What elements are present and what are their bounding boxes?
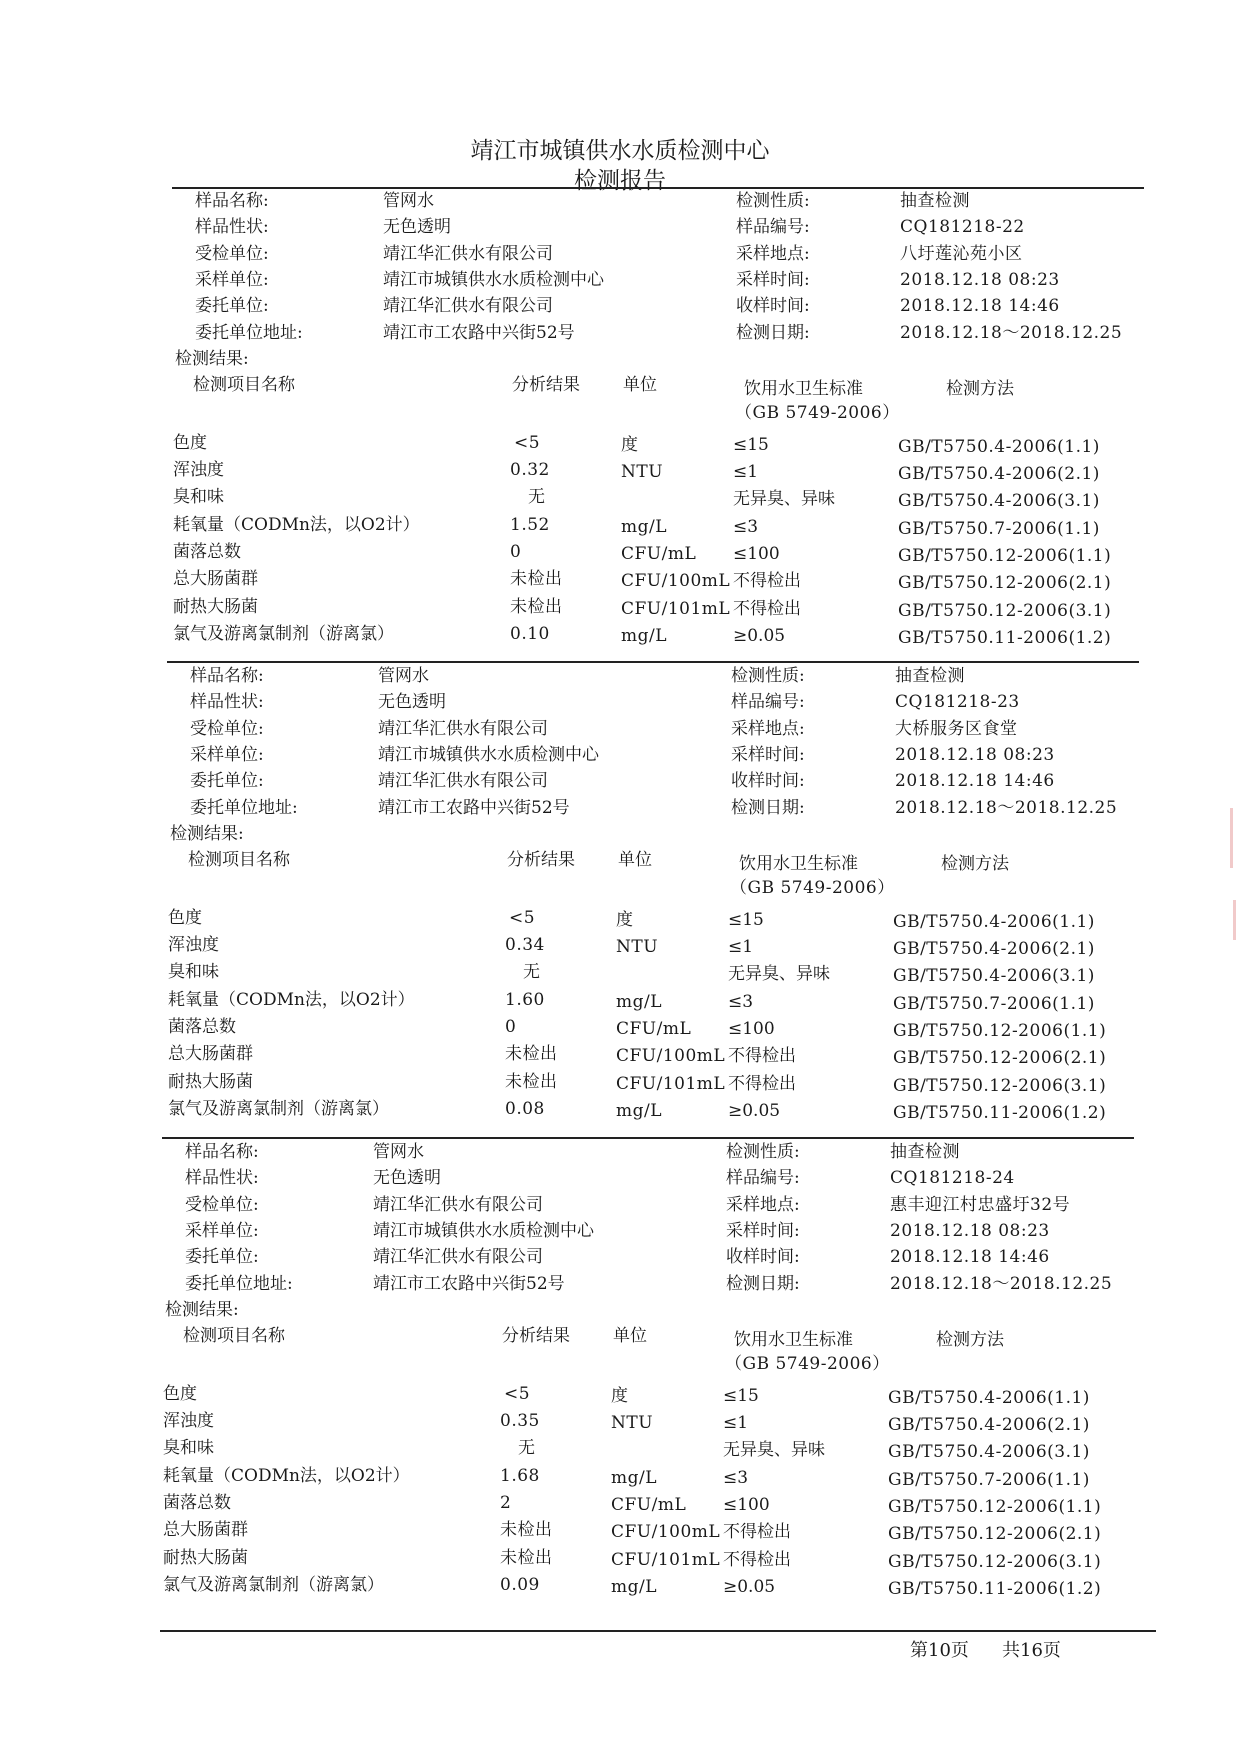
- field-label-sample-no: 样品编号:: [726, 1168, 800, 1189]
- cell-method: GB/T5750.4-2006(2.1): [888, 1415, 1090, 1436]
- field-label-test-nature: 检测性质:: [726, 1142, 800, 1162]
- cell-unit: mg/L: [611, 1467, 658, 1488]
- field-value-test-date: 2018.12.18～2018.12.25: [900, 322, 1123, 343]
- cell-method: GB/T5750.4-2006(3.1): [898, 491, 1100, 512]
- sample-section: [0, 1141, 1240, 1611]
- cell-item: 臭和味: [168, 962, 219, 983]
- table-row: [0, 459, 1240, 486]
- table-row: [0, 1098, 1240, 1125]
- cell-standard: 不得检出: [728, 1046, 796, 1067]
- field-label-test-nature: 检测性质:: [731, 666, 805, 686]
- field-value-sample-property: 无色透明: [373, 1168, 441, 1189]
- margin-stain: [1230, 808, 1233, 868]
- cell-unit: CFU/100mL: [611, 1522, 721, 1543]
- field-label-sampling-place: 采样地点:: [736, 243, 810, 264]
- field-label-test-date: 检测日期:: [731, 797, 805, 818]
- cell-result: 无: [528, 487, 546, 508]
- cell-method: GB/T5750.11-2006(1.2): [893, 1102, 1107, 1123]
- col-header-unit: 单位: [613, 1325, 647, 1346]
- field-label-sampling-place: 采样地点:: [731, 718, 805, 739]
- field-label-sample-name: 样品名称:: [185, 1142, 259, 1162]
- cell-unit: CFU/mL: [621, 544, 697, 564]
- table-row: [0, 1437, 1240, 1464]
- col-header-method: 检测方法: [936, 1329, 1004, 1350]
- cell-item: 色度: [173, 432, 207, 453]
- margin-stain: [1233, 900, 1236, 940]
- cell-item: 臭和味: [173, 487, 224, 508]
- cell-standard: ≤3: [733, 516, 759, 537]
- cell-unit: 度: [621, 434, 639, 455]
- field-label-sample-property: 样品性状:: [190, 692, 264, 713]
- cell-standard: ≥0.05: [733, 625, 786, 646]
- field-value-inspected-unit: 靖江华汇供水有限公司: [383, 243, 553, 264]
- cell-standard: ≤3: [723, 1467, 749, 1488]
- cell-method: GB/T5750.12-2006(1.1): [888, 1497, 1102, 1517]
- cell-method: GB/T5750.12-2006(3.1): [898, 600, 1112, 621]
- field-value-inspected-unit: 靖江华汇供水有限公司: [373, 1194, 543, 1215]
- sample-section: [0, 190, 1240, 660]
- field-label-inspected-unit: 受检单位:: [190, 718, 264, 739]
- field-value-entrust-address: 靖江市工农路中兴街52号: [383, 322, 575, 343]
- cell-result: <5: [514, 432, 541, 453]
- cell-method: GB/T5750.4-2006(3.1): [893, 966, 1095, 987]
- field-value-entrust-unit: 靖江华汇供水有限公司: [378, 771, 548, 792]
- table-row: [0, 1574, 1240, 1601]
- col-header-standard-code: （GB 5749-2006）: [730, 877, 895, 898]
- cell-method: GB/T5750.12-2006(1.1): [893, 1021, 1107, 1041]
- cell-method: GB/T5750.7-2006(1.1): [898, 518, 1100, 539]
- field-label-receive-time: 收样时间:: [731, 771, 805, 792]
- field-label-receive-time: 收样时间:: [736, 296, 810, 317]
- cell-item: 总大肠菌群: [173, 569, 258, 590]
- section-top-rule: [167, 661, 1139, 663]
- table-row: [0, 596, 1240, 623]
- col-header-unit: 单位: [618, 849, 652, 870]
- cell-item: 色度: [163, 1383, 197, 1404]
- col-header-unit: 单位: [623, 374, 657, 395]
- cell-standard: ≤100: [728, 1019, 775, 1039]
- results-label: 检测结果:: [170, 823, 244, 844]
- cell-item: 菌落总数: [168, 1017, 236, 1037]
- field-value-sampling-time: 2018.12.18 08:23: [900, 269, 1060, 290]
- field-label-sampling-unit: 采样单位:: [185, 1220, 259, 1241]
- cell-standard: 不得检出: [723, 1549, 791, 1570]
- cell-item: 耗氧量（CODMn法，以O2计）: [168, 989, 415, 1010]
- table-row: [0, 1410, 1240, 1437]
- field-value-entrust-address: 靖江市工农路中兴街52号: [378, 797, 570, 818]
- cell-standard: ≤15: [733, 434, 769, 455]
- col-header-item: 检测项目名称: [193, 374, 295, 395]
- cell-method: GB/T5750.7-2006(1.1): [888, 1469, 1090, 1490]
- table-row: [0, 989, 1240, 1016]
- cell-result: <5: [504, 1383, 531, 1404]
- field-label-sampling-time: 采样时间:: [731, 744, 805, 765]
- field-label-receive-time: 收样时间:: [726, 1247, 800, 1268]
- cell-item: 耗氧量（CODMn法，以O2计）: [163, 1465, 410, 1486]
- table-row: [0, 432, 1240, 459]
- cell-unit: NTU: [611, 1413, 654, 1434]
- cell-method: GB/T5750.12-2006(3.1): [888, 1551, 1102, 1572]
- cell-unit: CFU/101mL: [616, 1073, 726, 1094]
- col-header-standard: 饮用水卫生标准: [734, 1329, 853, 1350]
- col-header-method: 检测方法: [941, 853, 1009, 874]
- field-label-sample-property: 样品性状:: [185, 1168, 259, 1189]
- field-value-inspected-unit: 靖江华汇供水有限公司: [378, 718, 548, 739]
- cell-standard: 不得检出: [728, 1073, 796, 1094]
- cell-unit: mg/L: [616, 1100, 663, 1121]
- cell-result: 0.35: [500, 1411, 540, 1432]
- cell-method: GB/T5750.11-2006(1.2): [898, 627, 1112, 648]
- cell-item: 氯气及游离氯制剂（游离氯）: [173, 623, 394, 644]
- cell-method: GB/T5750.4-2006(1.1): [888, 1387, 1090, 1408]
- table-row: [0, 1383, 1240, 1410]
- cell-item: 浑浊度: [163, 1411, 214, 1432]
- field-value-sample-no: CQ181218-22: [900, 217, 1025, 238]
- field-value-sample-property: 无色透明: [378, 692, 446, 713]
- cell-method: GB/T5750.12-2006(3.1): [893, 1075, 1107, 1096]
- col-header-standard-code: （GB 5749-2006）: [725, 1353, 890, 1374]
- col-header-standard-code: （GB 5749-2006）: [735, 402, 900, 423]
- cell-unit: 度: [611, 1385, 629, 1406]
- cell-result: 1.60: [505, 989, 545, 1010]
- cell-method: GB/T5750.12-2006(2.1): [888, 1524, 1102, 1545]
- cell-result: 0.09: [500, 1574, 540, 1595]
- field-value-sample-no: CQ181218-23: [895, 692, 1020, 713]
- field-value-sampling-unit: 靖江市城镇供水水质检测中心: [373, 1220, 594, 1241]
- cell-method: GB/T5750.4-2006(1.1): [898, 436, 1100, 457]
- cell-unit: CFU/100mL: [616, 1046, 726, 1067]
- field-value-entrust-unit: 靖江华汇供水有限公司: [373, 1247, 543, 1268]
- cell-method: GB/T5750.4-2006(1.1): [893, 911, 1095, 932]
- cell-unit: NTU: [621, 462, 664, 483]
- table-row: [0, 1043, 1240, 1070]
- field-label-entrust-unit: 委托单位:: [195, 296, 269, 317]
- field-value-test-nature: 抽查检测: [900, 191, 970, 211]
- field-label-entrust-unit: 委托单位:: [190, 771, 264, 792]
- field-label-sampling-time: 采样时间:: [726, 1220, 800, 1241]
- cell-standard: ≤15: [723, 1385, 759, 1406]
- field-value-entrust-address: 靖江市工农路中兴街52号: [373, 1273, 565, 1294]
- table-row: [0, 1519, 1240, 1546]
- cell-item: 耐热大肠菌: [173, 596, 258, 617]
- field-value-sampling-time: 2018.12.18 08:23: [890, 1220, 1050, 1241]
- cell-item: 耗氧量（CODMn法，以O2计）: [173, 514, 420, 535]
- cell-standard: ≤1: [733, 462, 759, 483]
- col-header-item: 检测项目名称: [183, 1325, 285, 1346]
- footer-rule: [160, 1630, 1156, 1632]
- field-value-receive-time: 2018.12.18 14:46: [900, 296, 1060, 317]
- field-label-sampling-unit: 采样单位:: [190, 744, 264, 765]
- field-label-entrust-unit: 委托单位:: [185, 1247, 259, 1268]
- cell-item: 菌落总数: [163, 1493, 231, 1513]
- cell-result: 1.52: [510, 514, 550, 535]
- cell-item: 总大肠菌群: [168, 1044, 253, 1065]
- cell-method: GB/T5750.12-2006(2.1): [898, 573, 1112, 594]
- cell-method: GB/T5750.7-2006(1.1): [893, 993, 1095, 1014]
- col-header-method: 检测方法: [946, 378, 1014, 399]
- cell-standard: ≥0.05: [728, 1100, 781, 1121]
- cell-result: 未检出: [505, 1071, 558, 1092]
- cell-standard: ≤100: [723, 1495, 770, 1515]
- field-value-test-date: 2018.12.18～2018.12.25: [890, 1273, 1113, 1294]
- field-label-sampling-time: 采样时间:: [736, 269, 810, 290]
- cell-standard: ≥0.05: [723, 1576, 776, 1597]
- table-row: [0, 486, 1240, 513]
- cell-unit: 度: [616, 909, 634, 930]
- field-value-sample-property: 无色透明: [383, 217, 451, 238]
- cell-item: 菌落总数: [173, 542, 241, 562]
- field-label-sample-name: 样品名称:: [195, 191, 269, 211]
- cell-result: 0.34: [505, 935, 545, 956]
- field-value-test-date: 2018.12.18～2018.12.25: [895, 797, 1118, 818]
- cell-method: GB/T5750.4-2006(2.1): [898, 464, 1100, 485]
- field-value-entrust-unit: 靖江华汇供水有限公司: [383, 296, 553, 317]
- field-label-sampling-unit: 采样单位:: [195, 269, 269, 290]
- cell-item: 氯气及游离氯制剂（游离氯）: [168, 1098, 389, 1119]
- field-value-sampling-place: 惠丰迎江村忠盛圩32号: [890, 1194, 1071, 1215]
- section-top-rule: [172, 187, 1144, 189]
- cell-result: 0.10: [510, 623, 550, 644]
- cell-standard: ≤3: [728, 991, 754, 1012]
- table-row: [0, 1465, 1240, 1492]
- cell-unit: NTU: [616, 937, 659, 958]
- field-label-test-date: 检测日期:: [736, 322, 810, 343]
- table-row: [0, 1016, 1240, 1043]
- field-value-sample-name: 管网水: [378, 666, 429, 686]
- cell-unit: mg/L: [621, 625, 668, 646]
- cell-result: 0.32: [510, 460, 550, 481]
- field-value-sampling-time: 2018.12.18 08:23: [895, 744, 1055, 765]
- cell-item: 浑浊度: [173, 460, 224, 481]
- cell-standard: 不得检出: [733, 571, 801, 592]
- cell-item: 浑浊度: [168, 935, 219, 956]
- page-total: 共16页: [1002, 1640, 1061, 1661]
- field-value-sample-name: 管网水: [383, 191, 434, 211]
- field-value-receive-time: 2018.12.18 14:46: [890, 1247, 1050, 1268]
- results-label: 检测结果:: [175, 348, 249, 369]
- field-value-receive-time: 2018.12.18 14:46: [895, 771, 1055, 792]
- col-header-standard: 饮用水卫生标准: [739, 853, 858, 874]
- cell-standard: ≤100: [733, 544, 780, 564]
- field-value-sampling-unit: 靖江市城镇供水水质检测中心: [383, 269, 604, 290]
- cell-result: <5: [509, 907, 536, 928]
- field-label-sample-no: 样品编号:: [736, 217, 810, 238]
- field-label-sample-no: 样品编号:: [731, 692, 805, 713]
- field-label-sample-property: 样品性状:: [195, 217, 269, 238]
- cell-result: 未检出: [500, 1520, 553, 1541]
- field-label-sampling-place: 采样地点:: [726, 1194, 800, 1215]
- table-row: [0, 623, 1240, 650]
- cell-unit: CFU/101mL: [611, 1549, 721, 1570]
- table-row: [0, 907, 1240, 934]
- cell-standard: 无异臭、异味: [733, 489, 835, 510]
- cell-result: 2: [500, 1493, 512, 1513]
- table-row: [0, 541, 1240, 568]
- cell-unit: CFU/101mL: [621, 598, 731, 619]
- cell-method: GB/T5750.12-2006(1.1): [898, 546, 1112, 566]
- report-subtitle: 检测报告: [574, 168, 666, 194]
- cell-standard: ≤15: [728, 909, 764, 930]
- field-label-sample-name: 样品名称:: [190, 666, 264, 686]
- cell-method: GB/T5750.4-2006(3.1): [888, 1442, 1090, 1463]
- cell-unit: mg/L: [611, 1576, 658, 1597]
- sample-section: [0, 665, 1240, 1135]
- cell-result: 无: [523, 962, 541, 983]
- table-row: [0, 961, 1240, 988]
- field-label-test-nature: 检测性质:: [736, 191, 810, 211]
- cell-result: 未检出: [500, 1547, 553, 1568]
- cell-item: 氯气及游离氯制剂（游离氯）: [163, 1574, 384, 1595]
- table-row: [0, 514, 1240, 541]
- results-label: 检测结果:: [165, 1299, 239, 1320]
- table-row: [0, 1547, 1240, 1574]
- field-value-test-nature: 抽查检测: [890, 1142, 960, 1162]
- cell-unit: mg/L: [616, 991, 663, 1012]
- cell-result: 0: [510, 542, 522, 562]
- cell-item: 臭和味: [163, 1438, 214, 1459]
- field-value-sampling-unit: 靖江市城镇供水水质检测中心: [378, 744, 599, 765]
- cell-item: 耐热大肠菌: [163, 1547, 248, 1568]
- field-label-test-date: 检测日期:: [726, 1273, 800, 1294]
- field-value-sample-name: 管网水: [373, 1142, 424, 1162]
- field-value-sample-no: CQ181218-24: [890, 1168, 1015, 1189]
- cell-result: 0.08: [505, 1098, 545, 1119]
- cell-result: 未检出: [510, 569, 563, 590]
- col-header-result: 分析结果: [512, 374, 580, 395]
- field-value-sampling-place: 八圩莲沁苑小区: [900, 243, 1023, 264]
- field-value-test-nature: 抽查检测: [895, 666, 965, 686]
- field-label-entrust-address: 委托单位地址:: [190, 797, 298, 818]
- col-header-item: 检测项目名称: [188, 849, 290, 870]
- cell-standard: 不得检出: [733, 598, 801, 619]
- cell-result: 未检出: [505, 1044, 558, 1065]
- cell-method: GB/T5750.4-2006(2.1): [893, 939, 1095, 960]
- cell-standard: 不得检出: [723, 1522, 791, 1543]
- cell-unit: mg/L: [621, 516, 668, 537]
- cell-result: 无: [518, 1438, 536, 1459]
- table-row: [0, 1071, 1240, 1098]
- field-label-inspected-unit: 受检单位:: [195, 243, 269, 264]
- report-title: 靖江市城镇供水水质检测中心: [470, 138, 770, 164]
- table-row: [0, 568, 1240, 595]
- cell-result: 未检出: [510, 596, 563, 617]
- cell-standard: 无异臭、异味: [728, 964, 830, 985]
- cell-standard: ≤1: [728, 937, 754, 958]
- cell-unit: CFU/100mL: [621, 571, 731, 592]
- cell-result: 0: [505, 1017, 517, 1037]
- page-number: 第10页: [910, 1640, 969, 1661]
- cell-unit: CFU/mL: [616, 1019, 692, 1039]
- field-value-sampling-place: 大桥服务区食堂: [895, 718, 1018, 739]
- cell-standard: ≤1: [723, 1413, 749, 1434]
- cell-unit: CFU/mL: [611, 1495, 687, 1515]
- section-top-rule: [162, 1137, 1134, 1139]
- table-row: [0, 934, 1240, 961]
- cell-item: 耐热大肠菌: [168, 1071, 253, 1092]
- field-label-entrust-address: 委托单位地址:: [185, 1273, 293, 1294]
- cell-method: GB/T5750.12-2006(2.1): [893, 1048, 1107, 1069]
- table-row: [0, 1492, 1240, 1519]
- cell-standard: 无异臭、异味: [723, 1440, 825, 1461]
- field-label-entrust-address: 委托单位地址:: [195, 322, 303, 343]
- col-header-result: 分析结果: [507, 849, 575, 870]
- cell-method: GB/T5750.11-2006(1.2): [888, 1578, 1102, 1599]
- cell-result: 1.68: [500, 1465, 540, 1486]
- field-label-inspected-unit: 受检单位:: [185, 1194, 259, 1215]
- cell-item: 总大肠菌群: [163, 1520, 248, 1541]
- col-header-result: 分析结果: [502, 1325, 570, 1346]
- cell-item: 色度: [168, 907, 202, 928]
- col-header-standard: 饮用水卫生标准: [744, 378, 863, 399]
